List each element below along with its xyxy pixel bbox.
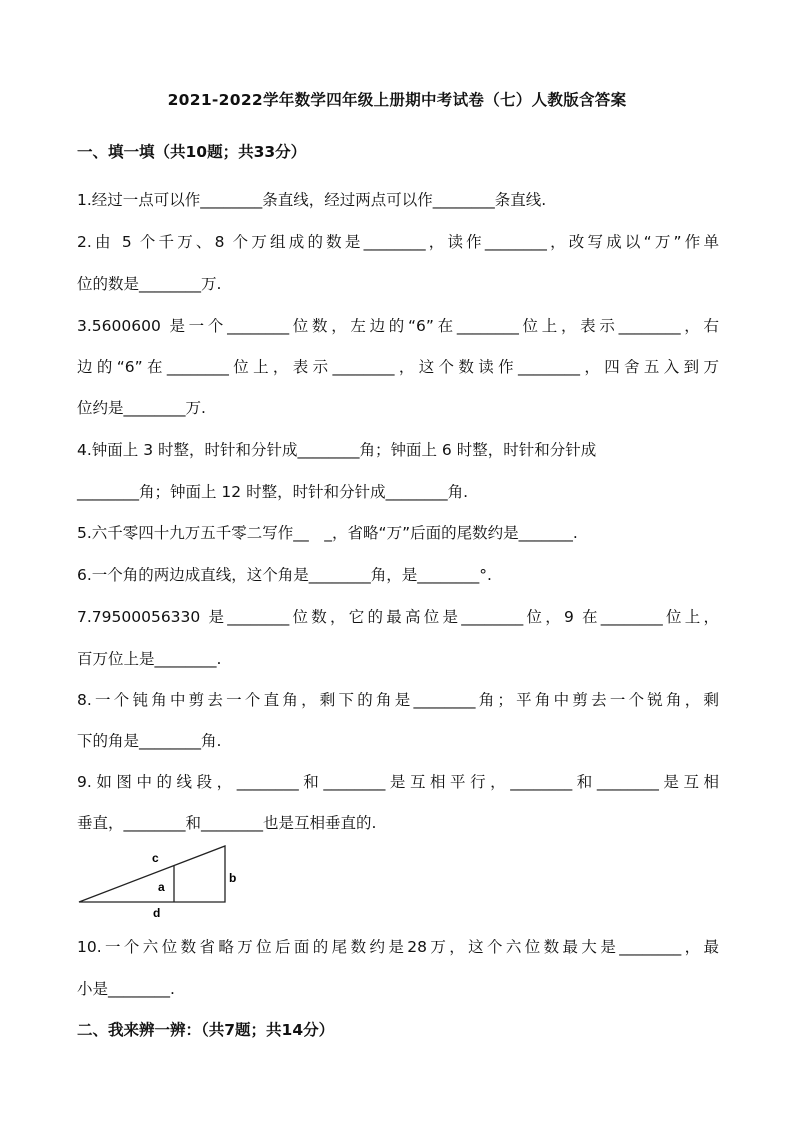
question-10-line-1: 10.一个六位数省略万位后面的尾数约是28万，这个六位数最大是________，最 xyxy=(77,938,719,956)
question-2-line-1: 2.由 5 个千万、8 个万组成的数是________，读作________，改写成以“万”作单 xyxy=(77,233,719,251)
question-3-line-3: 位约是________万. xyxy=(77,399,206,417)
question-1: 1.经过一点可以作________条直线，经过两点可以作________条直线. xyxy=(77,191,547,209)
question-5: 5.六千零四十九万五千零二写作__ _，省略“万”后面的尾数约是_______. xyxy=(77,524,578,542)
figure-label-b: b xyxy=(229,871,237,885)
triangle-figure xyxy=(75,836,235,920)
section-2-heading: 二、我来辨一辨：（共7题；共14分） xyxy=(77,1021,335,1039)
question-4-line-1: 4.钟面上 3 时整，时针和分针成________角；钟面上 6 时整，时针和分针成 xyxy=(77,441,597,459)
figure-label-c: c xyxy=(152,851,159,865)
question-3-line-1: 3.5600600 是一个________位数，左边的“6”在________位上，表示________，右 xyxy=(77,317,719,335)
question-10-line-2: 小是________. xyxy=(77,980,175,998)
question-3-line-2: 边的“6”在________位上，表示________，这个数读作________，四舍五入到万 xyxy=(77,358,719,376)
section-1-heading: 一、填一填（共10题；共33分） xyxy=(77,143,307,161)
question-2-line-2: 位的数是________万. xyxy=(77,275,222,293)
question-7-line-2: 百万位上是________. xyxy=(77,650,222,668)
figure-label-d: d xyxy=(153,906,161,920)
question-9-line-1: 9.如图中的线段，________和________是互相平行，________和________是互相 xyxy=(77,773,719,791)
question-8-line-2: 下的角是________角. xyxy=(77,732,222,750)
question-9-line-2: 垂直，________和________也是互相垂直的. xyxy=(77,814,377,832)
figure-label-a: a xyxy=(158,880,165,894)
question-4-line-2: ________角；钟面上 12 时整，时针和分针成________角. xyxy=(77,483,469,501)
question-7-line-1: 7.79500056330 是________位数，它的最高位是________位，9 在________位上， xyxy=(77,608,719,626)
page-title: 2021-2022学年数学四年级上册期中考试卷（七）人教版含答案 xyxy=(167,91,627,109)
question-6: 6.一个角的两边成直线，这个角是________角，是________°. xyxy=(77,566,492,584)
question-8-line-1: 8.一个钝角中剪去一个直角，剩下的角是________角；平角中剪去一个锐角，剩 xyxy=(77,691,719,709)
